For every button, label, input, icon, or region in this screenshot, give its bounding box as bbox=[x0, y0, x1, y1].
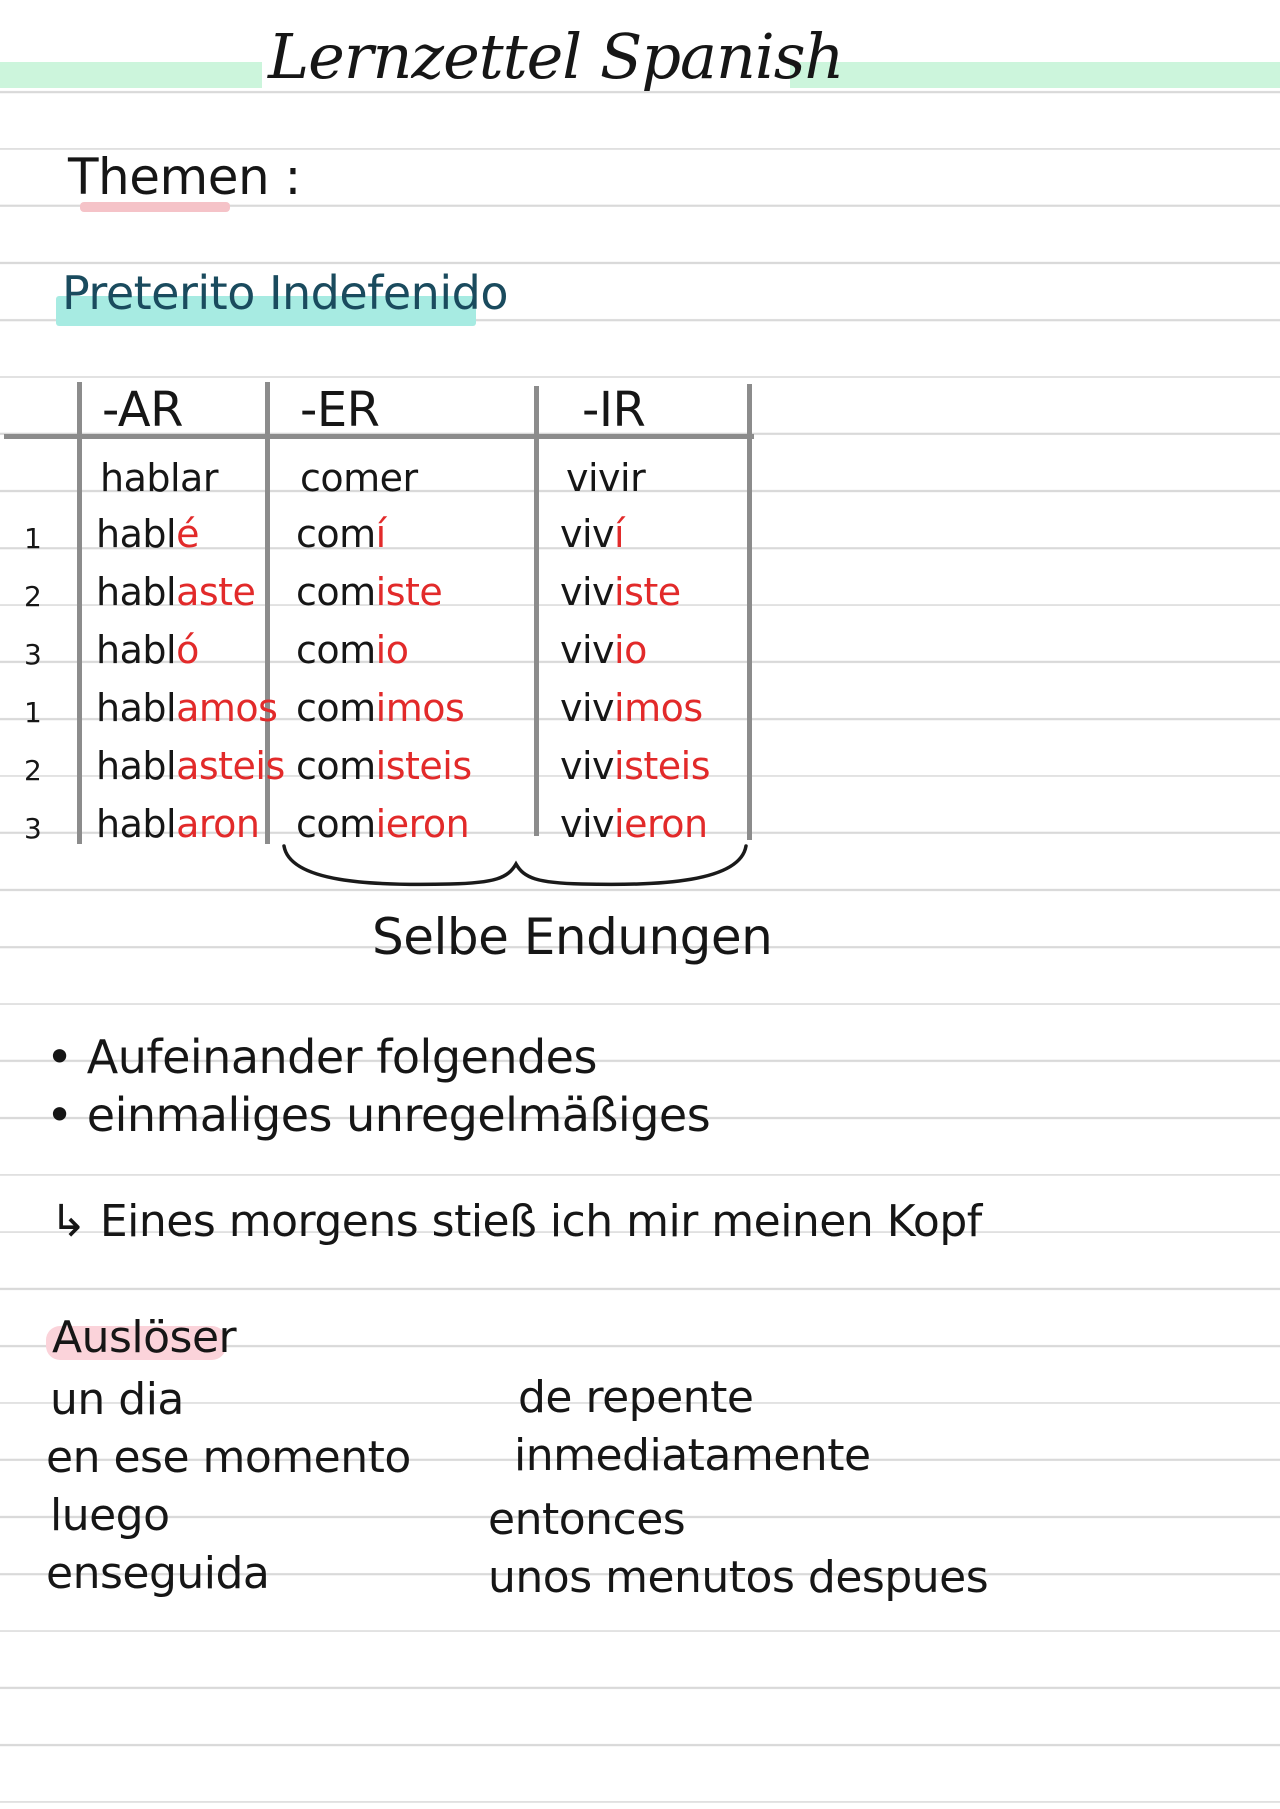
verb-ending: aron bbox=[176, 802, 260, 846]
conjugated-form bbox=[296, 570, 442, 614]
verb-stem: com bbox=[296, 686, 376, 730]
trigger-word: unos menutos despues bbox=[488, 1552, 989, 1603]
verb-stem: habl bbox=[96, 628, 177, 672]
person-number: 3 bbox=[24, 812, 42, 845]
column-header-ir: -IR bbox=[582, 382, 646, 438]
conjugated-form bbox=[560, 512, 624, 556]
brace-note: Selbe Endungen bbox=[372, 908, 773, 966]
verb-ending: ieron bbox=[375, 802, 470, 846]
verb-stem: viv bbox=[560, 802, 615, 846]
conjugated-form bbox=[560, 570, 681, 614]
conjugated-form bbox=[560, 686, 703, 730]
ausloeser-label: Auslöser bbox=[52, 1312, 237, 1363]
verb-ending: imos bbox=[375, 686, 465, 730]
trigger-word: de repente bbox=[518, 1372, 754, 1423]
verb-ending: imos bbox=[614, 686, 703, 730]
conjugated-form bbox=[96, 744, 285, 788]
curly-brace bbox=[280, 842, 750, 900]
conjugated-form bbox=[296, 512, 386, 556]
trigger-word: en ese momento bbox=[46, 1432, 411, 1483]
person-number: 1 bbox=[24, 522, 42, 555]
verb-ending: í bbox=[614, 512, 625, 556]
example-sentence: ↳ Eines morgens stieß ich mir meinen Kopf bbox=[50, 1196, 982, 1247]
verb-stem: viv bbox=[560, 686, 615, 730]
verb-ending: io bbox=[375, 628, 409, 672]
infinitive: comer bbox=[300, 456, 418, 500]
verb-ending: iste bbox=[375, 570, 443, 614]
conjugated-form bbox=[96, 512, 199, 556]
trigger-word: inmediatamente bbox=[514, 1430, 871, 1481]
verb-stem: habl bbox=[96, 686, 177, 730]
column-header-er: -ER bbox=[300, 382, 380, 438]
verb-stem: com bbox=[296, 744, 376, 788]
bullet-text: Aufeinander folgendes bbox=[86, 1030, 597, 1084]
infinitive: vivir bbox=[566, 456, 646, 500]
verb-ending: isteis bbox=[614, 744, 711, 788]
verb-ending: í bbox=[375, 512, 386, 556]
conjugated-form bbox=[560, 802, 708, 846]
verb-stem: viv bbox=[560, 744, 615, 788]
verb-stem: viv bbox=[560, 628, 615, 672]
person-number: 3 bbox=[24, 638, 42, 671]
conjugated-form bbox=[96, 628, 199, 672]
verb-stem: viv bbox=[560, 512, 615, 556]
conjugated-form bbox=[296, 686, 464, 730]
table-divider bbox=[77, 382, 82, 844]
verb-stem: habl bbox=[96, 744, 177, 788]
verb-stem: habl bbox=[96, 802, 177, 846]
conjugated-form bbox=[560, 628, 647, 672]
trigger-word: luego bbox=[50, 1490, 170, 1541]
verb-stem: viv bbox=[560, 570, 615, 614]
page-title: Lernzettel Spanish bbox=[268, 20, 844, 93]
title-band-right bbox=[790, 62, 1280, 88]
verb-stem: com bbox=[296, 802, 376, 846]
title-band-left bbox=[0, 62, 262, 88]
verb-ending: amos bbox=[176, 686, 278, 730]
verb-stem: habl bbox=[96, 570, 177, 614]
verb-stem: com bbox=[296, 570, 376, 614]
verb-ending: ó bbox=[176, 628, 199, 672]
verb-stem: habl bbox=[96, 512, 177, 556]
conjugated-form bbox=[560, 744, 710, 788]
bullet-item: • einmaliges unregelmäßiges bbox=[46, 1088, 711, 1142]
conjugated-form bbox=[296, 802, 469, 846]
trigger-word: entonces bbox=[488, 1494, 686, 1545]
verb-ending: é bbox=[176, 512, 199, 556]
table-divider bbox=[534, 386, 539, 836]
infinitive: hablar bbox=[100, 456, 218, 500]
table-divider bbox=[747, 384, 752, 840]
column-header-ar: -AR bbox=[102, 382, 183, 438]
verb-ending: aste bbox=[176, 570, 256, 614]
person-number: 1 bbox=[24, 696, 42, 729]
bullet-item: • Aufeinander folgendes bbox=[46, 1030, 597, 1084]
verb-ending: io bbox=[614, 628, 647, 672]
trigger-word: un dia bbox=[50, 1374, 184, 1425]
conjugated-form bbox=[296, 744, 472, 788]
themen-label: Themen : bbox=[68, 148, 301, 206]
conjugated-form bbox=[96, 802, 259, 846]
verb-ending: isteis bbox=[375, 744, 472, 788]
verb-stem: com bbox=[296, 512, 376, 556]
verb-ending: iste bbox=[614, 570, 681, 614]
conjugated-form bbox=[96, 570, 255, 614]
person-number: 2 bbox=[24, 580, 42, 613]
verb-ending: asteis bbox=[176, 744, 285, 788]
conjugated-form bbox=[296, 628, 408, 672]
verb-ending: ieron bbox=[614, 802, 708, 846]
person-number: 2 bbox=[24, 754, 42, 787]
bullet-text: einmaliges unregelmäßiges bbox=[86, 1088, 711, 1142]
trigger-word: enseguida bbox=[46, 1548, 270, 1599]
verb-stem: com bbox=[296, 628, 376, 672]
conjugated-form bbox=[96, 686, 277, 730]
section-title: Preterito Indefenido bbox=[62, 266, 508, 320]
